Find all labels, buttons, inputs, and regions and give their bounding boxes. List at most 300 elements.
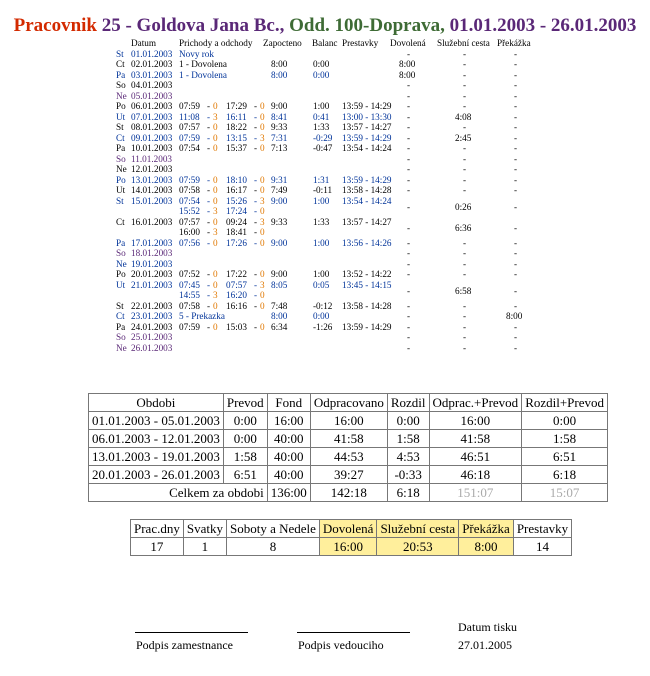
- row-separator: -: [207, 279, 211, 290]
- podpis-zamestnance: Podpis zamestnance: [136, 638, 233, 652]
- row-day: St: [116, 122, 124, 132]
- row-departure: 17:24: [226, 206, 247, 216]
- row-day: Ct: [116, 132, 125, 143]
- row-dovolena: -: [407, 237, 411, 248]
- row-departure: 15:37: [226, 143, 247, 153]
- row-prekazka: -: [514, 321, 518, 332]
- row-separator: -: [207, 237, 211, 248]
- summary-cell: 0:00: [522, 412, 608, 430]
- row-departure: 16:20: [226, 290, 247, 300]
- row-date: 14.01.2003: [131, 185, 173, 195]
- counts-header-row: [131, 520, 572, 538]
- row-separator: -: [254, 195, 258, 206]
- row-separator: -: [254, 237, 258, 248]
- period-summary-table: [88, 393, 608, 502]
- row-separator: -: [254, 101, 258, 111]
- row-separator: -: [254, 111, 258, 122]
- row-zapocteno: 8:41: [271, 111, 288, 122]
- row-dovolena: -: [407, 258, 411, 269]
- summary-header: Odpracovano: [310, 394, 387, 412]
- col-prekazka: Překážka: [497, 38, 531, 48]
- row-balanc: -0:47: [313, 143, 333, 153]
- summary-cell: 39:27: [310, 466, 387, 484]
- row-prekazka: -: [514, 90, 518, 101]
- row-dovolena: -: [407, 248, 411, 258]
- row-balanc: -0:29: [313, 132, 333, 143]
- row-arrival-code: 0: [213, 300, 218, 311]
- summary-cell: 4:53: [387, 448, 429, 466]
- row-separator: -: [207, 185, 211, 195]
- row-zapocteno: 9:00: [271, 269, 288, 279]
- row-prekazka: -: [514, 185, 518, 195]
- row-departure-code: 0: [260, 143, 265, 153]
- row-sluzebni-cesta: -: [463, 311, 467, 321]
- summary-row: [89, 412, 608, 430]
- row-arrival: 07:59: [179, 174, 200, 185]
- summary-cell: 0:00: [387, 412, 429, 430]
- row-departure: 16:17: [226, 185, 247, 195]
- summary-row: [89, 448, 608, 466]
- row-date: 02.01.2003: [131, 59, 173, 69]
- row-date: 16.01.2003: [131, 216, 173, 227]
- summary-total-fond: 136:00: [267, 484, 310, 502]
- row-balanc: 1:00: [313, 269, 330, 279]
- summary-cell: 16:00: [429, 412, 522, 430]
- row-sluzebni-cesta: -: [463, 332, 467, 342]
- row-prekazka: -: [514, 269, 518, 279]
- row-prestavky: 13:54 - 14:24: [342, 195, 392, 206]
- row-day: Ut: [116, 279, 126, 290]
- row-arrival-code: 0: [213, 174, 218, 185]
- row-prestavky: 13:00 - 13:30: [342, 111, 392, 122]
- row-departure: 17:22: [226, 269, 247, 279]
- row-departure-code: 0: [260, 185, 265, 195]
- row-prekazka: -: [514, 153, 518, 164]
- row-separator: -: [207, 174, 211, 185]
- summary-cell: 0:00: [223, 412, 267, 430]
- summary-total-row: [89, 484, 608, 502]
- row-balanc: 1:00: [313, 237, 330, 248]
- row-prestavky: 13:59 - 14:29: [342, 132, 392, 143]
- counts-header-prekazka: Překážka: [459, 520, 514, 538]
- row-prekazka: -: [514, 69, 518, 80]
- count-svatky: 1: [183, 538, 226, 556]
- row-arrival: 07:52: [179, 269, 200, 279]
- row-arrival: 16:00: [179, 227, 200, 237]
- row-day: Ct: [116, 311, 125, 321]
- row-prestavky: 13:57 - 14:27: [342, 122, 392, 132]
- count-soboty-nedele: 8: [226, 538, 319, 556]
- row-date: 06.01.2003: [131, 101, 173, 111]
- row-sluzebni-cesta: 0:26: [455, 201, 472, 212]
- row-zapocteno: 7:48: [271, 300, 288, 311]
- row-date: 17.01.2003: [131, 237, 173, 248]
- summary-cell: 1:58: [522, 430, 608, 448]
- row-dovolena: -: [407, 285, 411, 296]
- row-departure-code: 0: [260, 206, 265, 216]
- col-prestavky: Prestavky: [342, 38, 379, 48]
- counts-header: Soboty a Nedele: [226, 520, 319, 538]
- row-departure: 09:24: [226, 216, 247, 227]
- row-date: 01.01.2003: [131, 48, 173, 59]
- row-departure-code: 0: [260, 111, 265, 122]
- row-zapocteno: 8:00: [271, 69, 288, 80]
- row-date: 03.01.2003: [131, 69, 173, 80]
- row-arrival-code: 0: [213, 122, 218, 132]
- row-separator: -: [254, 269, 258, 279]
- row-separator: -: [254, 279, 258, 290]
- row-zapocteno: 6:34: [271, 321, 288, 332]
- summary-cell: 44:53: [310, 448, 387, 466]
- row-day: St: [116, 300, 124, 311]
- row-zapocteno: 8:00: [271, 311, 288, 321]
- count-sluzebni-cesta: 20:53: [377, 538, 459, 556]
- row-departure: 18:10: [226, 174, 247, 185]
- row-sluzebni-cesta: 2:45: [455, 132, 472, 143]
- print-date: 27.01.2005: [458, 638, 512, 652]
- row-sluzebni-cesta: -: [463, 237, 467, 248]
- row-separator: -: [254, 290, 258, 300]
- row-dovolena: -: [407, 122, 411, 132]
- row-date: 11.01.2003: [131, 153, 173, 164]
- row-dovolena: -: [407, 48, 411, 59]
- row-departure-code: 3: [260, 132, 265, 143]
- summary-cell: 41:58: [310, 430, 387, 448]
- row-day: St: [116, 195, 124, 206]
- title-employee: 25 - Goldova Jana Bc.,: [101, 15, 285, 36]
- row-arrival-code: 0: [213, 216, 218, 227]
- row-sluzebni-cesta: -: [463, 122, 467, 132]
- count-prestavky: 14: [513, 538, 571, 556]
- row-prekazka: -: [514, 48, 518, 59]
- row-separator: -: [207, 300, 211, 311]
- row-sluzebni-cesta: -: [463, 90, 467, 101]
- row-separator: -: [254, 300, 258, 311]
- row-dovolena: 8:00: [399, 59, 416, 69]
- row-prekazka: -: [514, 80, 518, 90]
- row-separator: -: [207, 227, 211, 237]
- row-prestavky: 13:58 - 14:28: [342, 300, 392, 311]
- row-prekazka: -: [514, 222, 518, 233]
- row-separator: -: [254, 132, 258, 143]
- summary-row: [89, 430, 608, 448]
- counts-header: Prestavky: [513, 520, 571, 538]
- podpis-vedouciho: Podpis vedouciho: [298, 638, 384, 652]
- summary-cell: 1:58: [223, 448, 267, 466]
- row-balanc: 1:00: [313, 195, 330, 206]
- summary-cell: 41:58: [429, 430, 522, 448]
- summary-cell: 16:00: [267, 412, 310, 430]
- row-dovolena: -: [407, 143, 411, 153]
- row-departure: 07:57: [226, 279, 247, 290]
- row-arrival: 07:57: [179, 216, 200, 227]
- row-zapocteno: 9:33: [271, 216, 288, 227]
- row-separator: -: [254, 185, 258, 195]
- row-arrival: 07:57: [179, 122, 200, 132]
- row-prestavky: 13:59 - 14:29: [342, 101, 392, 111]
- summary-cell: 40:00: [267, 466, 310, 484]
- row-departure: 15:03: [226, 321, 247, 332]
- row-dovolena: -: [407, 321, 411, 332]
- row-arrival-code: 0: [213, 279, 218, 290]
- row-prestavky: 13:52 - 14:22: [342, 269, 392, 279]
- row-balanc: 1:33: [313, 216, 330, 227]
- row-departure: 16:16: [226, 300, 247, 311]
- row-dovolena: -: [407, 342, 411, 353]
- row-separator: -: [254, 206, 258, 216]
- row-day: Pa: [116, 143, 126, 153]
- row-sluzebni-cesta: -: [463, 300, 467, 311]
- count-dovolena: 16:00: [319, 538, 377, 556]
- row-prekazka: -: [514, 201, 518, 212]
- row-departure: 18:41: [226, 227, 247, 237]
- row-separator: -: [254, 143, 258, 153]
- row-separator: -: [207, 206, 211, 216]
- row-prestavky: 13:45 - 14:15: [342, 279, 392, 290]
- row-arrival-code: 0: [213, 269, 218, 279]
- row-day: So: [116, 332, 126, 342]
- summary-cell: 6:51: [522, 448, 608, 466]
- row-departure-code: 0: [260, 269, 265, 279]
- row-dovolena: -: [407, 101, 411, 111]
- row-separator: -: [207, 122, 211, 132]
- summary-cell: 1:58: [387, 430, 429, 448]
- summary-row: [89, 466, 608, 484]
- row-zapocteno: 9:00: [271, 195, 288, 206]
- counts-header-sluzebni-cesta: Služební cesta: [377, 520, 459, 538]
- row-dovolena: -: [407, 300, 411, 311]
- row-date: 18.01.2003: [131, 248, 173, 258]
- counts-header-dovolena: Dovolená: [319, 520, 377, 538]
- row-separator: -: [254, 174, 258, 185]
- row-departure-code: 0: [260, 237, 265, 248]
- row-sluzebni-cesta: -: [463, 185, 467, 195]
- row-day: Po: [116, 174, 126, 185]
- row-dovolena: -: [407, 311, 411, 321]
- row-sluzebni-cesta: -: [463, 143, 467, 153]
- summary-total-odpracovano: 142:18: [310, 484, 387, 502]
- row-departure: 13:15: [226, 132, 247, 143]
- row-sluzebni-cesta: -: [463, 69, 467, 80]
- row-arrival: 07:54: [179, 195, 200, 206]
- row-prekazka: -: [514, 285, 518, 296]
- summary-cell: 46:18: [429, 466, 522, 484]
- row-sluzebni-cesta: -: [463, 101, 467, 111]
- summary-cell: 6:51: [223, 466, 267, 484]
- row-zapocteno: 8:05: [271, 279, 288, 290]
- row-prestavky: 13:58 - 14:28: [342, 185, 392, 195]
- row-arrival: 07:58: [179, 300, 200, 311]
- report-title: [0, 15, 650, 37]
- row-prekazka: -: [514, 143, 518, 153]
- row-day: Po: [116, 269, 126, 279]
- row-departure-code: 0: [260, 227, 265, 237]
- row-separator: -: [207, 216, 211, 227]
- row-sluzebni-cesta: -: [463, 248, 467, 258]
- row-arrival: 15:52: [179, 206, 200, 216]
- row-arrival-code: 3: [213, 206, 218, 216]
- row-note: 1 - Dovolena: [179, 69, 227, 80]
- row-arrival: 07:54: [179, 143, 200, 153]
- row-note: Novy rok: [179, 48, 214, 59]
- row-day: So: [116, 153, 126, 164]
- row-departure: 17:26: [226, 237, 247, 248]
- row-date: 19.01.2003: [131, 258, 173, 269]
- col-balanc: Balanc: [312, 38, 338, 48]
- row-departure-code: 0: [260, 321, 265, 332]
- signature-line-manager: [297, 632, 410, 633]
- row-separator: -: [254, 321, 258, 332]
- row-dovolena: -: [407, 269, 411, 279]
- summary-header: Prevod: [223, 394, 267, 412]
- row-day: Ne: [116, 258, 127, 269]
- col-zapocteno: Zapocteno: [263, 38, 302, 48]
- row-prekazka: 8:00: [506, 311, 523, 321]
- row-arrival: 07:45: [179, 279, 200, 290]
- summary-cell: 01.01.2003 - 05.01.2003: [89, 412, 224, 430]
- row-date: 13.01.2003: [131, 174, 173, 185]
- title-department: Odd. 100-Doprava,: [289, 15, 445, 36]
- row-prestavky: 13:54 - 14:24: [342, 143, 392, 153]
- row-date: 07.01.2003: [131, 111, 173, 122]
- row-sluzebni-cesta: 6:58: [455, 285, 472, 296]
- row-prekazka: -: [514, 342, 518, 353]
- row-balanc: 1:00: [313, 101, 330, 111]
- row-dovolena: 8:00: [399, 69, 416, 80]
- summary-cell: -0:33: [387, 466, 429, 484]
- counts-table: [130, 519, 572, 556]
- summary-cell: 06.01.2003 - 12.01.2003: [89, 430, 224, 448]
- row-day: So: [116, 248, 126, 258]
- row-date: 09.01.2003: [131, 132, 173, 143]
- row-separator: -: [254, 227, 258, 237]
- row-arrival: 11:08: [179, 111, 200, 122]
- row-arrival-code: 0: [213, 132, 218, 143]
- row-day: Po: [116, 101, 126, 111]
- row-sluzebni-cesta: -: [463, 342, 467, 353]
- row-arrival: 07:58: [179, 185, 200, 195]
- row-day: Ut: [116, 185, 126, 195]
- row-dovolena: -: [407, 111, 411, 122]
- row-departure-code: 3: [260, 279, 265, 290]
- row-date: 22.01.2003: [131, 300, 173, 311]
- summary-header: Fond: [267, 394, 310, 412]
- row-balanc: 0:41: [313, 111, 330, 122]
- row-balanc: 0:00: [313, 311, 330, 321]
- row-date: 25.01.2003: [131, 332, 173, 342]
- row-date: 08.01.2003: [131, 122, 173, 132]
- row-day: Ct: [116, 59, 125, 69]
- row-prekazka: -: [514, 248, 518, 258]
- row-day: So: [116, 80, 126, 90]
- col-sluzebni-cesta: Služební cesta: [437, 38, 490, 48]
- row-departure: 18:22: [226, 122, 247, 132]
- row-day: Pa: [116, 237, 126, 248]
- row-prekazka: -: [514, 132, 518, 143]
- row-separator: -: [207, 143, 211, 153]
- row-sluzebni-cesta: -: [463, 153, 467, 164]
- row-arrival-code: 3: [213, 111, 218, 122]
- row-note: 1 - Dovolena: [179, 59, 227, 69]
- row-day: Ct: [116, 216, 125, 227]
- row-zapocteno: 9:00: [271, 237, 288, 248]
- row-departure-code: 0: [260, 290, 265, 300]
- row-balanc: 0:05: [313, 279, 330, 290]
- row-prekazka: -: [514, 174, 518, 185]
- summary-header: Rozdil+Prevod: [522, 394, 608, 412]
- row-prestavky: 13:56 - 14:26: [342, 237, 392, 248]
- row-dovolena: -: [407, 80, 411, 90]
- row-arrival-code: 3: [213, 227, 218, 237]
- row-dovolena: -: [407, 164, 411, 174]
- summary-cell: 6:18: [522, 466, 608, 484]
- row-departure: 16:11: [226, 111, 247, 122]
- row-date: 12.01.2003: [131, 164, 173, 174]
- row-arrival-code: 0: [213, 101, 218, 111]
- row-prekazka: -: [514, 164, 518, 174]
- row-arrival: 07:59: [179, 321, 200, 332]
- row-arrival-code: 0: [213, 185, 218, 195]
- row-arrival-code: 0: [213, 195, 218, 206]
- signature-line-employee: [135, 632, 248, 633]
- row-prekazka: -: [514, 59, 518, 69]
- summary-header: Rozdil: [387, 394, 429, 412]
- summary-cell: 13.01.2003 - 19.01.2003: [89, 448, 224, 466]
- col-prichody: Prichody a odchody: [179, 38, 253, 48]
- row-prekazka: -: [514, 237, 518, 248]
- summary-header: Odprac.+Prevod: [429, 394, 522, 412]
- row-day: Ne: [116, 342, 127, 353]
- summary-cell: 40:00: [267, 430, 310, 448]
- row-prekazka: -: [514, 258, 518, 269]
- row-sluzebni-cesta: -: [463, 80, 467, 90]
- col-datum: Datum: [131, 38, 157, 48]
- row-zapocteno: 9:31: [271, 174, 288, 185]
- row-sluzebni-cesta: -: [463, 174, 467, 185]
- row-separator: -: [207, 101, 211, 111]
- row-date: 15.01.2003: [131, 195, 173, 206]
- row-departure-code: 0: [260, 300, 265, 311]
- row-dovolena: -: [407, 90, 411, 101]
- count-prac-dny: 17: [131, 538, 184, 556]
- row-day: Ne: [116, 164, 127, 174]
- summary-total-rozdil: 6:18: [387, 484, 429, 502]
- row-dovolena: -: [407, 201, 411, 212]
- row-sluzebni-cesta: -: [463, 269, 467, 279]
- row-day: Pa: [116, 321, 126, 332]
- row-arrival-code: 0: [213, 321, 218, 332]
- row-arrival-code: 0: [213, 237, 218, 248]
- row-balanc: 0:00: [313, 69, 330, 80]
- row-separator: -: [207, 132, 211, 143]
- row-zapocteno: 8:00: [271, 59, 288, 69]
- row-prestavky: 13:59 - 14:29: [342, 174, 392, 185]
- row-sluzebni-cesta: -: [463, 59, 467, 69]
- row-sluzebni-cesta: -: [463, 164, 467, 174]
- counts-header: Svatky: [183, 520, 226, 538]
- row-balanc: -0:11: [313, 185, 333, 195]
- row-prekazka: -: [514, 300, 518, 311]
- row-zapocteno: 7:31: [271, 132, 288, 143]
- row-departure-code: 3: [260, 216, 265, 227]
- row-dovolena: -: [407, 132, 411, 143]
- row-separator: -: [207, 269, 211, 279]
- row-prestavky: 13:57 - 14:27: [342, 216, 392, 227]
- row-note: 5 - Prekazka: [179, 311, 225, 321]
- row-arrival: 07:56: [179, 237, 200, 248]
- row-departure-code: 3: [260, 195, 265, 206]
- row-date: 20.01.2003: [131, 269, 173, 279]
